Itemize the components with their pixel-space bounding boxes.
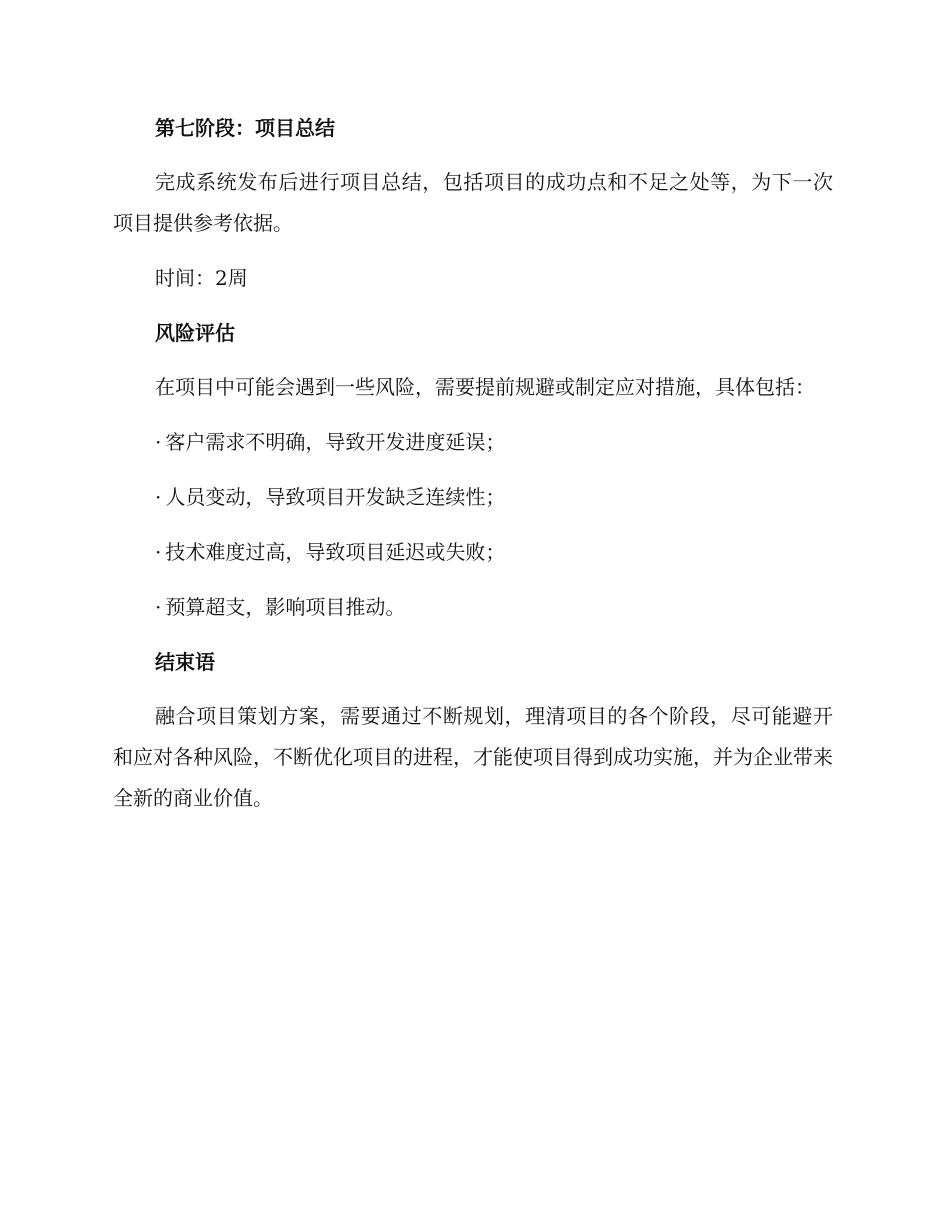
list-item-text: 预算超支，影响项目推动。: [165, 595, 406, 619]
bullet-icon: ·: [155, 430, 162, 454]
section-heading-risk: 风险评估: [155, 321, 235, 345]
list-item: [113, 422, 833, 463]
list-item: [113, 587, 833, 628]
section-heading-conclusion: 结束语: [155, 650, 215, 674]
document-page: [113, 108, 833, 833]
paragraph-risk-intro: 在项目中可能会遇到一些风险，需要提前规避或制定应对措施，具体包括：: [155, 375, 815, 399]
bullet-icon: ·: [155, 485, 162, 509]
list-item-text: 客户需求不明确，导致开发进度延误；: [165, 430, 506, 454]
paragraph-duration: 时间：2周: [155, 266, 248, 290]
list-item: [113, 532, 833, 573]
section-heading-summary: 第七阶段：项目总结: [155, 116, 335, 140]
bullet-icon: ·: [155, 540, 162, 564]
list-item: [113, 477, 833, 518]
bullet-icon: ·: [155, 595, 162, 619]
paragraph-summary: 完成系统发布后进行项目总结，包括项目的成功点和不足之处等，为下一次项目提供参考依据。: [113, 170, 833, 235]
list-item-text: 技术难度过高，导致项目延迟或失败；: [165, 540, 506, 564]
list-item-text: 人员变动，导致项目开发缺乏连续性；: [165, 485, 506, 509]
paragraph-conclusion: 融合项目策划方案，需要通过不断规划，理清项目的各个阶段，尽可能避开和应对各种风险，不断优化项目的进程，才能使项目得到成功实施，并为企业带来全新的商业价值。: [113, 704, 833, 810]
